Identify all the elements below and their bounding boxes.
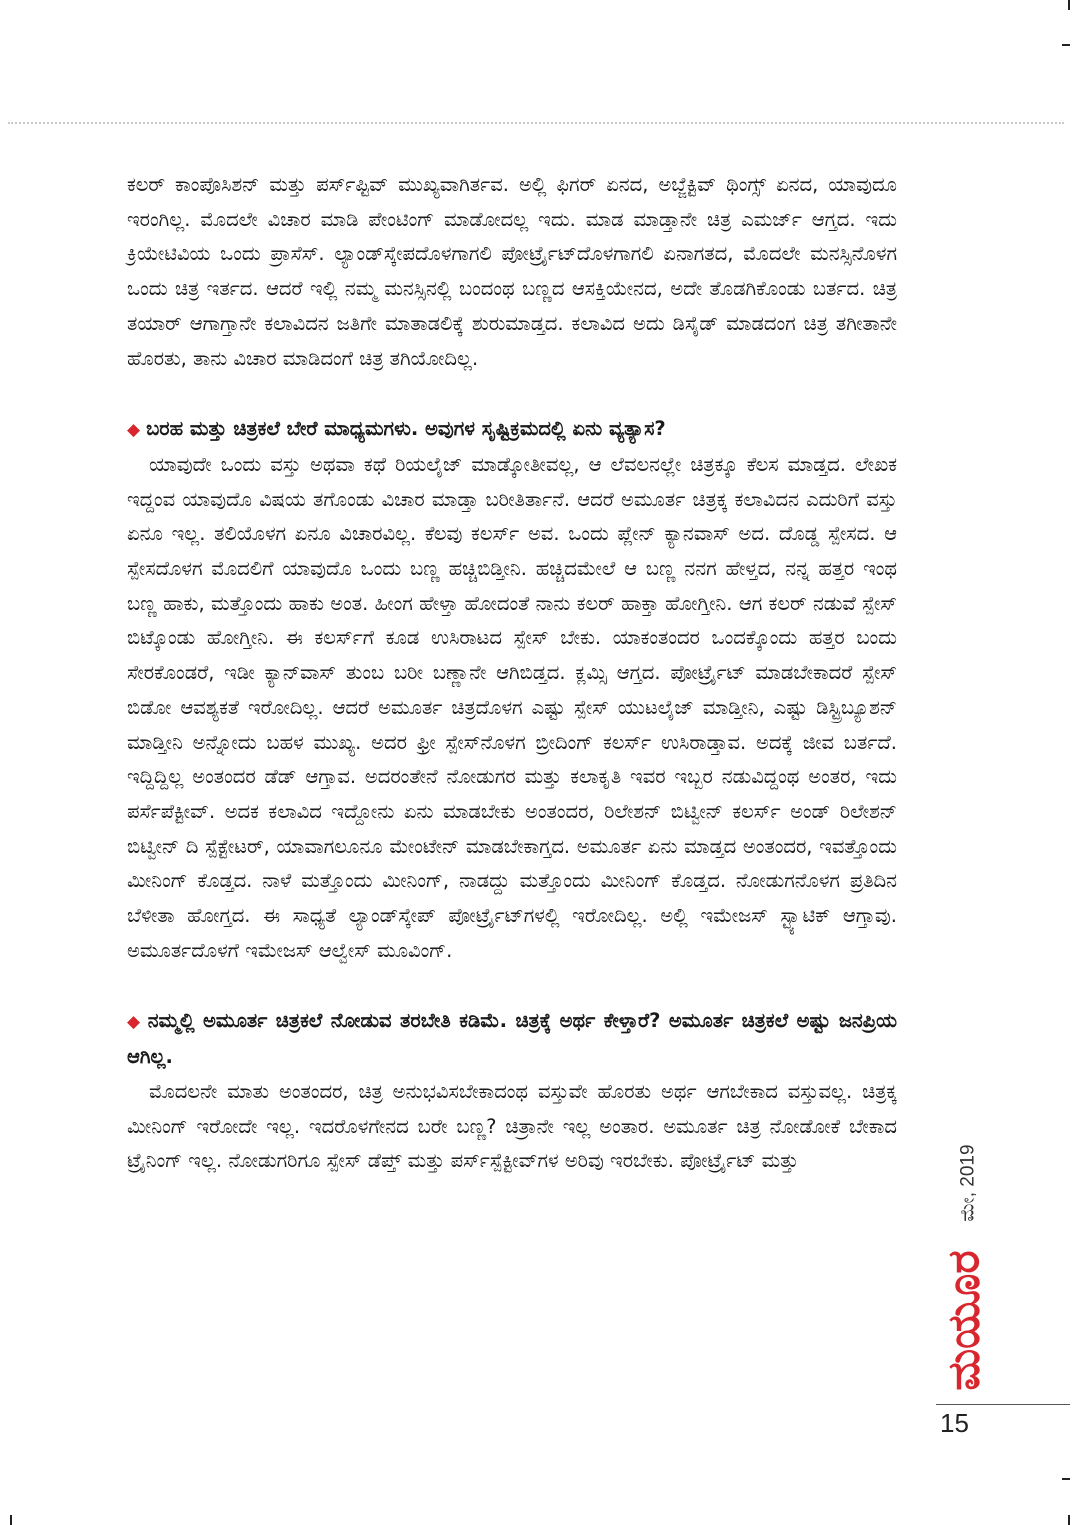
magazine-logo: [936, 1240, 992, 1400]
answer-1: ಯಾವುದೇ ಒಂದು ವಸ್ತು ಅಥವಾ ಕಥೆ ರಿಯಲೈಜ್ ಮಾಡ್ಕೋತೀವಲ್ಲ, ಆ ಲೆವಲನಲ್ಲೇ ಚಿತ್ರಕ್ಕೂ ಕೆಲಸ ಮಾಡ್ತದ. ಲೇಖಕ ಇದ್ದಂವ ಯಾವುದೊ ವಿಷಯ ತಗೊಂಡು ವಿಚಾರ ಮಾಡ್ತಾ ಬರೀತಿರ್ತಾನೆ. ಆದರೆ ಅಮೂರ್ತ ಚಿತ್ರಕ್ಕ ಕಲಾವಿದನ ಎದುರಿಗೆ ವಸ್ತು ಏನೂ ಇಲ್ಲ. ತಲಿಯೊಳಗ ಏನೂ ವಿಚಾರವಿಲ್ಲ. ಕೆಲವು ಕಲರ್ಸ್ ಅವ. ಒಂದು ಪ್ಲೇನ್ ಕ್ಯಾನವಾಸ್ ಅದ. ದೊಡ್ಡ ಸ್ಪೇಸದ. ಆ ಸ್ಪೇಸದೊಳಗ ಮೊದಲಿಗೆ ಯಾವುದೊ ಒಂದು ಬಣ್ಣ ಹಚ್ಚಿಬಿಡ್ತೀನಿ. ಹಚ್ಚಿದಮೇಲೆ ಆ ಬಣ್ಣ ನನಗ ಹೇಳ್ತದ, ನನ್ನ ಹತ್ತರ ಇಂಥ ಬಣ್ಣ ಹಾಕು, ಮತ್ತೊಂದು ಹಾಕು ಅಂತ. ಹೀಂಗ ಹೇಳ್ತಾ ಹೋದಂತೆ ನಾನು ಕಲರ್ ಹಾಕ್ತಾ ಹೋಗ್ತೀನಿ. ಆಗ ಕಲರ್ ನಡುವೆ ಸ್ಪೇಸ್ ಬಿಟ್ಕೊಂಡು ಹೋಗ್ತೀನಿ. ಈ ಕಲರ್ಸ್‌ಗೆ ಕೂಡ ಉಸಿರಾಟದ ಸ್ಪೇಸ್ ಬೇಕು. ಯಾಕಂತಂದರ ಒಂದಕ್ಕೊಂದು ಹತ್ತರ ಬಂದು ಸೇರಕೊಂಡರೆ, ಇಡೀ ಕ್ಯಾನ್‌ವಾಸ್ ತುಂಬ ಬರೀ ಬಣ್ಣಾನೇ ಆಗಿಬಿಡ್ತದ. ಕ್ಲಮ್ಸಿ ಆಗ್ತದ. ಪೋರ್ಟ್ರೈಟ್ ಮಾಡಬೇಕಾದರೆ ಸ್ಪೇಸ್ ಬಿಡೋ ಆವಶ್ಯಕತೆ ಇರೋದಿಲ್ಲ. ಆದರೆ ಅಮೂರ್ತ ಚಿತ್ರದೊಳಗ ಎಷ್ಟು ಸ್ಪೇಸ್ ಯುಟಲೈಜ್ ಮಾಡ್ತೀನಿ, ಎಷ್ಟು ಡಿಸ್ಟ್ರಿಬ್ಯೂಶನ್ ಮಾಡ್ತೀನಿ ಅನ್ನೋದು ಬಹಳ ಮುಖ್ಯ. ಅದರ ಫ್ರೀ ಸ್ಪೇಸ್‌ನೊಳಗ ಬ್ರೀದಿಂಗ್ ಕಲರ್ಸ್ ಉಸಿರಾಡ್ತಾವ. ಅದಕ್ಕೆ ಜೀವ ಬರ್ತದೆ. ಇದ್ದಿದ್ದಿಲ್ಲ ಅಂತಂದರ ಡೆಡ್ ಆಗ್ತಾವ. ಅದರಂತೇನೆ ನೋಡುಗರ ಮತ್ತು ಕಲಾಕೃತಿ ಇವರ ಇಬ್ಬರ ನಡುವಿದ್ದಂಥ ಅಂತರ, ಇದು ಪರ್ಸೆಪೆಕ್ಟೀವ್. ಅದಕ ಕಲಾವಿದ ಇದ್ದೋನು ಏನು ಮಾಡಬೇಕು ಅಂತಂದರ, ರಿಲೇಶನ್ ಬಿಟ್ವೀನ್ ಕಲರ್ಸ್ ಅಂಡ್ ರಿಲೇಶನ್ ಬಿಟ್ವೀನ್ ದಿ ಸ್ಪೆಕ್ಟೇಟರ್, ಯಾವಾಗಲೂನೂ ಮೇಂಟೇನ್ ಮಾಡಬೇಕಾಗ್ತದ. ಅಮೂರ್ತ ಏನು ಮಾಡ್ತದ ಅಂತಂದರ, ಇವತ್ತೊಂದು ಮೀನಿಂಗ್ ಕೊಡ್ತದ. ನಾಳೆ ಮತ್ತೊಂದು ಮೀನಿಂಗ್, ನಾಡದ್ದು ಮತ್ತೊಂದು ಮೀನಿಂಗ್ ಕೊಡ್ತದ. ನೋಡುಗನೊಳಗ ಪ್ರತಿದಿನ ಬೆಳೀತಾ ಹೋಗ್ತದ. ಈ ಸಾಧ್ಯತೆ ಲ್ಯಾಂಡ್‌ಸ್ಕೇಪ್ ಪೋರ್ಟ್ರೈಟ್‌ಗಳಲ್ಲಿ ಇರೋದಿಲ್ಲ. ಅಲ್ಲಿ ಇಮೇಜಸ್ ಸ್ಟ್ಯಾಟಿಕ್ ಆಗ್ತಾವು. ಅಮೂರ್ತದೊಳಗೆ ಇಮೇಜಸ್ ಆಲ್ವೇಸ್ ಮೂವಿಂಗ್.: [127, 452, 897, 962]
magazine-logo-text: ಮಯೂರ: [938, 1249, 990, 1391]
question-2: [127, 1004, 897, 1074]
intro-paragraph: ಕಲರ್ ಕಾಂಪೊಸಿಶನ್ ಮತ್ತು ಪರ್ಸ್‌ಪ್ಟಿವ್ ಮುಖ್ಯವಾಗಿರ್ತವ. ಅಲ್ಲಿ ಫಿಗರ್ ಏನದ, ಅಬ್ಜೆಕ್ಟಿವ್ ಥಿಂಗ್ಸ್ ಏನದ, ಯಾವುದೂ ಇರಂಗಿಲ್ಲ. ಮೊದಲೇ ವಿಚಾರ ಮಾಡಿ ಪೇಂಟಿಂಗ್ ಮಾಡೋದಲ್ಲ ಇದು. ಮಾಡ ಮಾಡ್ತಾನೇ ಚಿತ್ರ ಎಮರ್ಜ್ ಆಗ್ತದ. ಇದು ಕ್ರಿಯೇಟಿವಿಯ ಒಂದು ಪ್ರಾಸೆಸ್. ಲ್ಯಾಂಡ್‌ಸ್ಕೇಪದೊಳಗಾಗಲಿ ಪೋರ್ಟ್ರೈಟ್‌ದೊಳಗಾಗಲಿ ಏನಾಗತದ, ಮೊದಲೇ ಮನಸ್ಸಿನೊಳಗ ಒಂದು ಚಿತ್ರ ಇರ್ತದ. ಆದರೆ ಇಲ್ಲಿ ನಮ್ಮ ಮನಸ್ಸಿನಲ್ಲಿ ಬಂದಂಥ ಬಣ್ಣದ ಆಸಕ್ತಿಯೇನದ, ಅದೇ ತೊಡಗಿಕೊಂಡು ಬರ್ತದ. ಚಿತ್ರ ತಯಾರ್ ಆಗಾಗ್ತಾನೇ ಕಲಾವಿದನ ಜತಿಗೇ ಮಾತಾಡಲಿಕ್ಕೆ ಶುರುಮಾಡ್ತದ. ಕಲಾವಿದ ಅದು ಡಿಸೈಡ್ ಮಾಡದಂಗ ಚಿತ್ರ ತಗೀತಾನೇ ಹೊರತು, ತಾನು ವಿಚಾರ ಮಾಡಿದಂಗೆ ಚಿತ್ರ ತಗಿಯೋದಿಲ್ಲ.: [127, 173, 897, 370]
question-1: [127, 412, 897, 448]
diamond-bullet-icon: ◆: [127, 1012, 142, 1033]
crop-mark-bottom-right-h: [1062, 1478, 1070, 1480]
crop-mark-bottom-right: [1068, 1515, 1070, 1525]
article-body: [127, 168, 897, 1179]
issue-date-text: ಮೇ, 2019: [958, 1144, 980, 1222]
page-number: 15: [940, 1408, 969, 1438]
crop-mark-top-right-h: [1062, 44, 1070, 46]
crop-mark-top-right: [1068, 0, 1070, 10]
diamond-bullet-icon: ◆: [127, 420, 141, 441]
question-2-text: ನಮ್ಮಲ್ಲಿ ಅಮೂರ್ತ ಚಿತ್ರಕಲೆ ನೋಡುವ ತರಬೇತಿ ಕಡಿಮೆ. ಚಿತ್ರಕ್ಕೆ ಅರ್ಥ ಕೇಳ್ತಾರೆ? ಅಮೂರ್ತ ಚಿತ್ರಕಲೆ ಅಷ್ಟು ಜನಪ್ರಿಯ ಆಗಿಲ್ಲ.: [127, 1009, 898, 1069]
header-dotted-rule: [8, 122, 1064, 124]
question-1-text: ಬರಹ ಮತ್ತು ಚಿತ್ರಕಲೆ ಬೇರೆ ಮಾಧ್ಯಮಗಳು. ಅವುಗಳ ಸೃಷ್ಟಿಕ್ರಮದಲ್ಲಿ ಏನು ವ್ಯತ್ಯಾಸ?: [146, 417, 666, 441]
crop-mark-bottom-left: [10, 1515, 12, 1525]
issue-date: [955, 1128, 983, 1238]
answer-2: ಮೊದಲನೇ ಮಾತು ಅಂತಂದರ, ಚಿತ್ರ ಅನುಭವಿಸಬೇಕಾದಂಥ ವಸ್ತುವೇ ಹೊರತು ಅರ್ಥ ಆಗಬೇಕಾದ ವಸ್ತುವಲ್ಲ. ಚಿತ್ರಕ್ಕ ಮೀನಿಂಗ್ ಇರೋದೇ ಇಲ್ಲ. ಇದರೊಳಗೇನದ ಬರೇ ಬಣ್ಣ? ಚಿತ್ರಾನೇ ಇಲ್ಲ ಅಂತಾರ. ಅಮೂರ್ತ ಚಿತ್ರ ನೋಡೋಕೆ ಬೇಕಾದ ಟ್ರೈನಿಂಗ್ ಇಲ್ಲ. ನೋಡುಗರಿಗೂ ಸ್ಪೇಸ್ ಡೆಪ್ತ್ ಮತ್ತು ಪರ್ಸ್‌ಸ್ಪೆಕ್ಟೀವ್‌ಗಳ ಅರಿವು ಇರಬೇಕು. ಪೋರ್ಟ್ರೈಟ್ ಮತ್ತು: [127, 1079, 897, 1173]
folio-rule: [936, 1404, 1070, 1405]
